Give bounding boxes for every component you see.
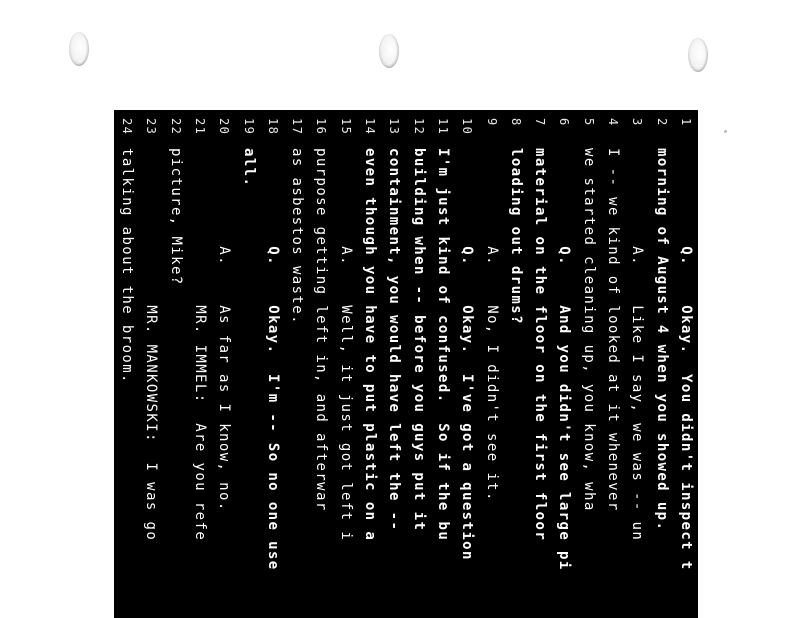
transcript-line (382, 110, 406, 618)
line-text: Q. Okay. I've got a question (459, 148, 476, 561)
line-text: all. (240, 148, 257, 188)
line-text: I'm just kind of confused. So if the bu (435, 148, 451, 542)
transcript-line (455, 110, 479, 618)
line-text: I -- we kind of looked at it whenever (605, 148, 622, 512)
line-text: loading out drums? (507, 148, 524, 325)
transcript-line (188, 110, 212, 618)
transcript-line (504, 110, 528, 618)
transcript-line (552, 110, 576, 618)
transcript-line (285, 110, 309, 618)
line-number: 11 (436, 118, 450, 136)
line-text: containment, you would have left the -- (386, 148, 403, 532)
line-number: 10 (460, 118, 475, 136)
line-text: material on the floor on the first floor (532, 148, 549, 542)
line-text: MR. IMMEL: Are you refe (192, 148, 208, 542)
line-number: 15 (338, 118, 353, 136)
line-text: picture, Mike? (167, 148, 184, 286)
transcript-line (115, 110, 139, 618)
line-number: 12 (411, 118, 426, 136)
line-text: talking about the broom. (119, 148, 136, 384)
line-text: A. Like I say, we was -- un (629, 148, 646, 542)
line-number: 6 (557, 118, 572, 127)
line-text: Q. Okay. I'm -- So no one use (264, 148, 281, 571)
line-number: 21 (193, 118, 207, 136)
transcript-rotated-text (114, 110, 698, 618)
line-text: we started cleaning up, you know, wha (580, 148, 597, 512)
transcript-line (674, 110, 698, 618)
line-number: 13 (387, 118, 402, 136)
line-number: 7 (533, 118, 548, 127)
line-text: A. Well, it just got left i (337, 148, 354, 542)
line-text: building when -- before you guys put it (410, 148, 427, 532)
transcript-line (236, 110, 260, 618)
transcript-line (528, 110, 552, 618)
line-number: 24 (120, 118, 135, 136)
transcript-line (431, 110, 455, 618)
line-text: Q. And you didn't see large pi (556, 148, 573, 571)
transcript-line (649, 110, 673, 618)
line-text: Q. Okay. You didn't inspect t (678, 148, 694, 571)
line-number: 9 (484, 118, 499, 127)
transcript-page (114, 110, 698, 618)
transcript-line (309, 110, 333, 618)
line-number: 17 (290, 118, 305, 136)
line-text: A. No, I didn't see it. (483, 148, 500, 502)
line-number: 5 (581, 118, 596, 127)
transcript-line (334, 110, 358, 618)
line-text: purpose getting left in, and afterwar (313, 148, 330, 512)
line-number: 23 (144, 118, 159, 136)
line-text: even though you have to put plastic on a (362, 148, 379, 542)
line-number: 1 (679, 118, 693, 127)
punch-hole (69, 32, 89, 66)
line-number: 14 (363, 118, 378, 136)
line-number: 18 (265, 118, 280, 136)
transcript-line (625, 110, 649, 618)
transcript-line (261, 110, 285, 618)
scan-speck (724, 130, 727, 133)
transcript-line (406, 110, 430, 618)
punch-hole (379, 34, 399, 68)
transcript-line (212, 110, 236, 618)
line-number: 2 (654, 118, 669, 127)
line-number: 20 (217, 118, 232, 136)
line-text: MR. MANKOWSKI: I was go (143, 148, 160, 542)
line-number: 16 (314, 118, 329, 136)
transcript-line (139, 110, 163, 618)
line-number: 19 (241, 118, 256, 136)
transcript-line (479, 110, 503, 618)
punch-hole (688, 38, 708, 72)
line-number: 8 (508, 118, 523, 127)
transcript-line (601, 110, 625, 618)
line-text: A. As far as I know, no. (216, 148, 233, 512)
line-number: 22 (168, 118, 183, 136)
line-text: morning of August 4 when you showed up. (653, 148, 670, 532)
line-number: 3 (630, 118, 645, 127)
line-number: 4 (606, 118, 621, 127)
transcript-line (358, 110, 382, 618)
transcript-line (163, 110, 187, 618)
line-text: as asbestos waste. (289, 148, 306, 325)
transcript-line (577, 110, 601, 618)
